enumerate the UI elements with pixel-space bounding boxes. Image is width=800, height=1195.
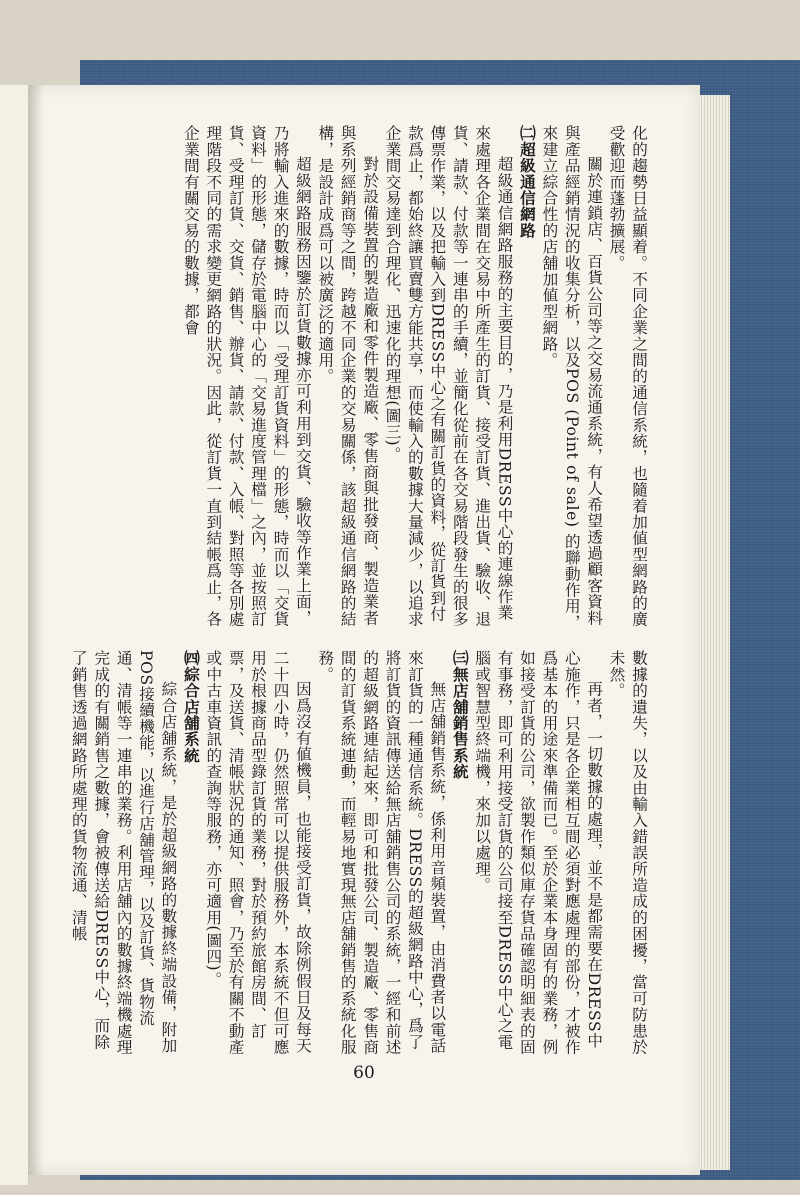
section-heading: ㈡超級通信網路 <box>517 125 537 239</box>
paragraph: 無店舖銷售系統，係利用音頻裝置，由消費者以電話來訂貨的一種通信系統。DRESS的超級網路中心，爲了將訂貨的資訊傳送給無店舖銷售公司的系統，一經和前述的超級網路連結起來，即可和批發公司、製造廠、零售商間的訂貨系統連動，而輕易地實現無店舖銷售的系統化服務。 <box>316 650 447 1055</box>
book-page <box>28 85 700 1175</box>
paragraph: 超級網路服務因鑒於訂貨數據亦可利用到交貨、驗收等作業上面，乃將輸入進來的數據，時而以「受理訂貨資料」的形態，時而以「交貨資料」的形態，儲存於電腦中心的「交易進度管理檔」之內，並按照訂貨、受理訂貨、交貨、銷售、辦貨、請款、付款、入帳、對照等各別處理階段不同的需求變更網路的狀況。因此，從訂貨一直到結帳爲止，各企業間有關交易的數據，都會 <box>181 125 312 628</box>
paragraph: 綜合店舖系統，是於超級網路的數據終端設備，附加POS接續機能，以進行店舖管理，以及訂貨、貨物流通、清帳等一連串的業務。利用店舖內的數據終端機處理完成的有關銷售之數據，會被傳送給DRESS中心，而除了銷售透過網路所處理的貨物流通、清帳 <box>69 650 178 1055</box>
paragraph: 化的趨勢日益顯着。不同企業之間的通信系統，也隨着加値型網路的廣受歡迎而蓬勃擴展。 <box>607 125 648 628</box>
paragraph: 關於連鎖店、百貨公司等之交易流通系統，有人希望透過顧客資料與產品經銷情況的收集分析，以及POS (Point of sale) 的聯動作用，來建立綜合性的店舖加値型網路。 <box>540 125 604 631</box>
section-heading: ㈢無店舖銷售系統 <box>450 650 470 780</box>
facing-page-edge <box>0 85 29 1185</box>
paragraph: 再者，一切數據的處理，並不是都需要在DRESS中心施作，只是各企業相互間必須對應處理的部份，才被作爲基本的用途來準備而已。至於企業本身固有的業務，例如接受訂貨的公司，欲製作類似庫存貨品確認明細表的固有事務，即可利用接受訂貨的公司接至DRESS中心之電腦或智慧型終端機，來加以處理。 <box>473 650 604 1055</box>
page-number: 60 <box>353 1063 375 1083</box>
section-heading: ㈣綜合店舖系統 <box>181 650 201 764</box>
upper-text-block <box>50 125 650 635</box>
paragraph: 因爲沒有値機員，也能接受訂貨，故除例假日及每天二十四小時，仍然照常可以提供服務外，本系統不但可應用於根據商品型錄訂貨的業務，對於預約旅館房間、訂票，及送貨、清帳狀況的通知、照會，乃至於有關不動產或中古車資訊的查詢等服務，亦可適用(圖四)。 <box>204 650 312 1055</box>
paragraph: 對於設備裝置的製造廠和零件製造廠、零售商與批發商、製造業者與系列經銷商等之間，跨越不同企業的交易關係，該超級通信網路的結構，是設計成爲可以被廣泛的適用。 <box>316 125 380 628</box>
paragraph: 超級通信網路服務的主要目的，乃是利用DRESS中心的連線作業來處理各企業間在交易中所產生的訂貨、接受訂貨、進出貨、驗收、退貨、請款、付款等一連串的手續，並簡化從前在各交易階段發生的很多傳票作業，以及把輸入到DRESS中心之有關訂貨的資料，從訂貨到付款爲止，都始終讓買賣雙方能共享，而使輸入的數據大量減少，以追求企業間交易達到合理化、迅速化的理想(圖三)。 <box>383 125 514 628</box>
lower-text-block <box>50 650 650 1055</box>
paragraph: 數據的遺失，以及由輸入錯誤所造成的困擾，當可防患於未然。 <box>607 650 648 1055</box>
